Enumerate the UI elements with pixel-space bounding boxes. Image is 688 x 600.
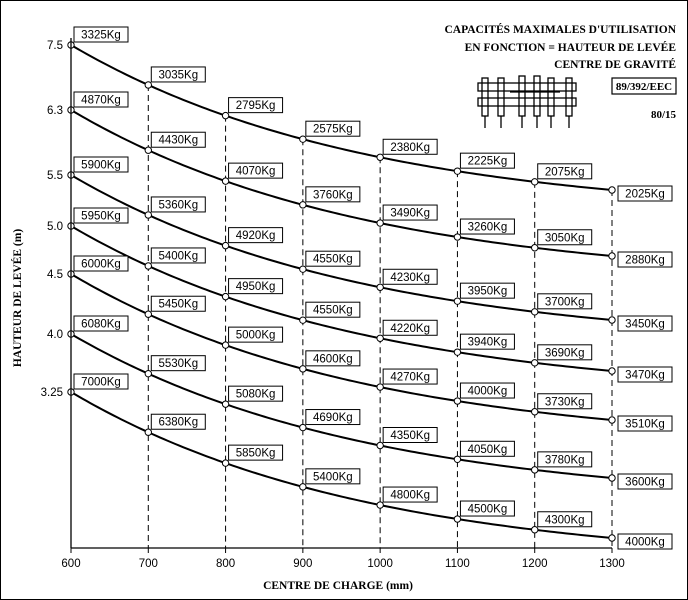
data-point bbox=[532, 179, 538, 185]
data-label: 3050Kg bbox=[544, 232, 585, 245]
data-label: 4070Kg bbox=[235, 165, 276, 178]
data-point bbox=[145, 370, 151, 376]
data-label: 4000Kg bbox=[625, 536, 665, 549]
data-label: 4220Kg bbox=[390, 322, 430, 335]
data-point bbox=[300, 317, 306, 323]
data-label: 4270Kg bbox=[390, 371, 430, 384]
y-tick-label: 4.5 bbox=[47, 269, 63, 281]
data-point bbox=[377, 154, 383, 160]
data-label: 5530Kg bbox=[158, 358, 199, 371]
data-point bbox=[609, 535, 615, 541]
data-label: 3325Kg bbox=[81, 29, 121, 42]
chart-title-line-1: CAPACITÉS MAXIMALES D'UTILISATION bbox=[444, 24, 676, 36]
data-label: 4600Kg bbox=[313, 353, 353, 366]
data-point bbox=[377, 442, 383, 448]
data-label: 2880Kg bbox=[625, 254, 665, 267]
y-tick-label: 3.25 bbox=[40, 387, 63, 399]
chart-title-line-2: EN FONCTION = HAUTEUR DE LEVÉE bbox=[464, 42, 676, 54]
standard-code: 89/392/EEC bbox=[615, 81, 673, 93]
data-labels bbox=[74, 27, 672, 549]
data-label: 2025Kg bbox=[625, 188, 665, 201]
data-label: 2380Kg bbox=[390, 141, 430, 154]
data-label: 4230Kg bbox=[390, 271, 430, 284]
data-point bbox=[532, 467, 538, 473]
data-point bbox=[300, 202, 306, 208]
data-label: 3780Kg bbox=[544, 454, 585, 467]
data-label: 4350Kg bbox=[390, 429, 430, 442]
data-point bbox=[532, 309, 538, 315]
x-tick-label: 600 bbox=[61, 558, 81, 570]
data-label: 5900Kg bbox=[81, 159, 121, 172]
data-label: 5450Kg bbox=[158, 298, 199, 311]
y-axis-title: HAUTEUR DE LEVÉE (m) bbox=[12, 228, 24, 368]
chart-title-line-3: CENTRE DE GRAVITÉ bbox=[554, 59, 676, 71]
data-point bbox=[454, 456, 460, 462]
data-label: 5000Kg bbox=[235, 329, 276, 342]
data-point bbox=[145, 311, 151, 317]
x-tick-label: 1100 bbox=[445, 558, 470, 570]
data-label: 4550Kg bbox=[313, 304, 353, 317]
data-point bbox=[145, 212, 151, 218]
data-point bbox=[300, 424, 306, 430]
data-label: 7000Kg bbox=[81, 376, 121, 389]
data-label: 3760Kg bbox=[313, 189, 353, 202]
data-point bbox=[300, 266, 306, 272]
data-label: 3950Kg bbox=[467, 285, 508, 298]
x-tick-label: 900 bbox=[293, 558, 313, 570]
data-label: 3600Kg bbox=[625, 476, 665, 489]
x-tick-label: 1200 bbox=[521, 558, 548, 570]
data-label: 5400Kg bbox=[158, 250, 199, 263]
data-label: 6080Kg bbox=[81, 318, 121, 331]
ratio-label: 80/15 bbox=[650, 109, 676, 121]
data-point bbox=[145, 147, 151, 153]
x-tick-label: 1300 bbox=[599, 558, 625, 570]
data-label: 3470Kg bbox=[625, 369, 665, 382]
data-point bbox=[532, 527, 538, 533]
data-point bbox=[222, 293, 228, 299]
data-point bbox=[454, 516, 460, 522]
data-point bbox=[222, 342, 228, 348]
x-tick-label: 800 bbox=[215, 558, 236, 570]
data-point bbox=[609, 368, 615, 374]
data-point bbox=[222, 460, 228, 466]
data-point bbox=[300, 484, 306, 490]
data-point bbox=[454, 298, 460, 304]
data-point bbox=[609, 187, 615, 193]
data-point bbox=[454, 168, 460, 174]
y-tick-label: 4.0 bbox=[47, 329, 63, 341]
data-label: 4870Kg bbox=[81, 94, 121, 107]
data-point bbox=[532, 360, 538, 366]
data-label: 2575Kg bbox=[313, 123, 353, 136]
data-label: 4920Kg bbox=[235, 230, 276, 243]
y-tick-label: 7.5 bbox=[47, 40, 63, 52]
data-label: 4800Kg bbox=[390, 489, 430, 502]
data-label: 2075Kg bbox=[544, 166, 585, 179]
series-curves bbox=[68, 42, 615, 541]
data-label: 4300Kg bbox=[544, 514, 585, 527]
data-label: 3035Kg bbox=[158, 69, 199, 82]
data-label: 3260Kg bbox=[467, 221, 508, 234]
data-label: 3940Kg bbox=[467, 336, 508, 349]
data-point bbox=[454, 234, 460, 240]
data-point bbox=[454, 349, 460, 355]
data-label: 3690Kg bbox=[544, 347, 585, 360]
data-point bbox=[377, 335, 383, 341]
data-label: 3700Kg bbox=[544, 296, 585, 309]
data-label: 3490Kg bbox=[390, 207, 430, 220]
data-label: 4950Kg bbox=[235, 281, 276, 294]
data-label: 5080Kg bbox=[235, 388, 276, 401]
data-point bbox=[609, 317, 615, 323]
data-label: 4690Kg bbox=[313, 412, 353, 425]
x-tick-label: 1000 bbox=[367, 558, 393, 570]
data-label: 2225Kg bbox=[467, 155, 508, 168]
x-axis-title: CENTRE DE CHARGE (mm) bbox=[263, 580, 413, 592]
data-label: 3730Kg bbox=[544, 396, 585, 409]
data-point bbox=[300, 136, 306, 142]
data-point bbox=[222, 178, 228, 184]
data-point bbox=[532, 245, 538, 251]
data-point bbox=[454, 398, 460, 404]
data-point bbox=[532, 409, 538, 415]
fork-positioner-icon bbox=[478, 76, 576, 128]
y-tick-label: 5.0 bbox=[47, 221, 63, 233]
data-label: 4430Kg bbox=[158, 134, 199, 147]
data-label: 5360Kg bbox=[158, 199, 199, 212]
data-label: 3450Kg bbox=[625, 318, 665, 331]
data-label: 5850Kg bbox=[235, 447, 276, 460]
data-point bbox=[145, 429, 151, 435]
data-point bbox=[300, 366, 306, 372]
data-label: 3510Kg bbox=[625, 418, 665, 431]
data-label: 6380Kg bbox=[158, 416, 199, 429]
data-label: 4550Kg bbox=[313, 253, 353, 266]
x-tick-label: 700 bbox=[138, 558, 158, 570]
data-point bbox=[377, 384, 383, 390]
data-point bbox=[145, 263, 151, 269]
data-label: 5400Kg bbox=[313, 471, 353, 484]
data-point bbox=[145, 82, 151, 88]
data-point bbox=[609, 475, 615, 481]
data-label: 6000Kg bbox=[81, 258, 121, 271]
data-point bbox=[609, 253, 615, 259]
data-label: 4050Kg bbox=[467, 443, 508, 456]
data-point bbox=[222, 401, 228, 407]
data-label: 4000Kg bbox=[467, 385, 508, 398]
data-point bbox=[377, 220, 383, 226]
data-point bbox=[377, 284, 383, 290]
data-point bbox=[377, 502, 383, 508]
y-tick-label: 6.3 bbox=[47, 105, 63, 117]
y-tick-label: 5.5 bbox=[47, 170, 63, 182]
data-point bbox=[609, 417, 615, 423]
data-point bbox=[222, 242, 228, 248]
data-point bbox=[222, 112, 228, 118]
data-label: 4500Kg bbox=[467, 503, 508, 516]
data-label: 5950Kg bbox=[81, 210, 121, 223]
data-label: 2795Kg bbox=[235, 100, 276, 113]
